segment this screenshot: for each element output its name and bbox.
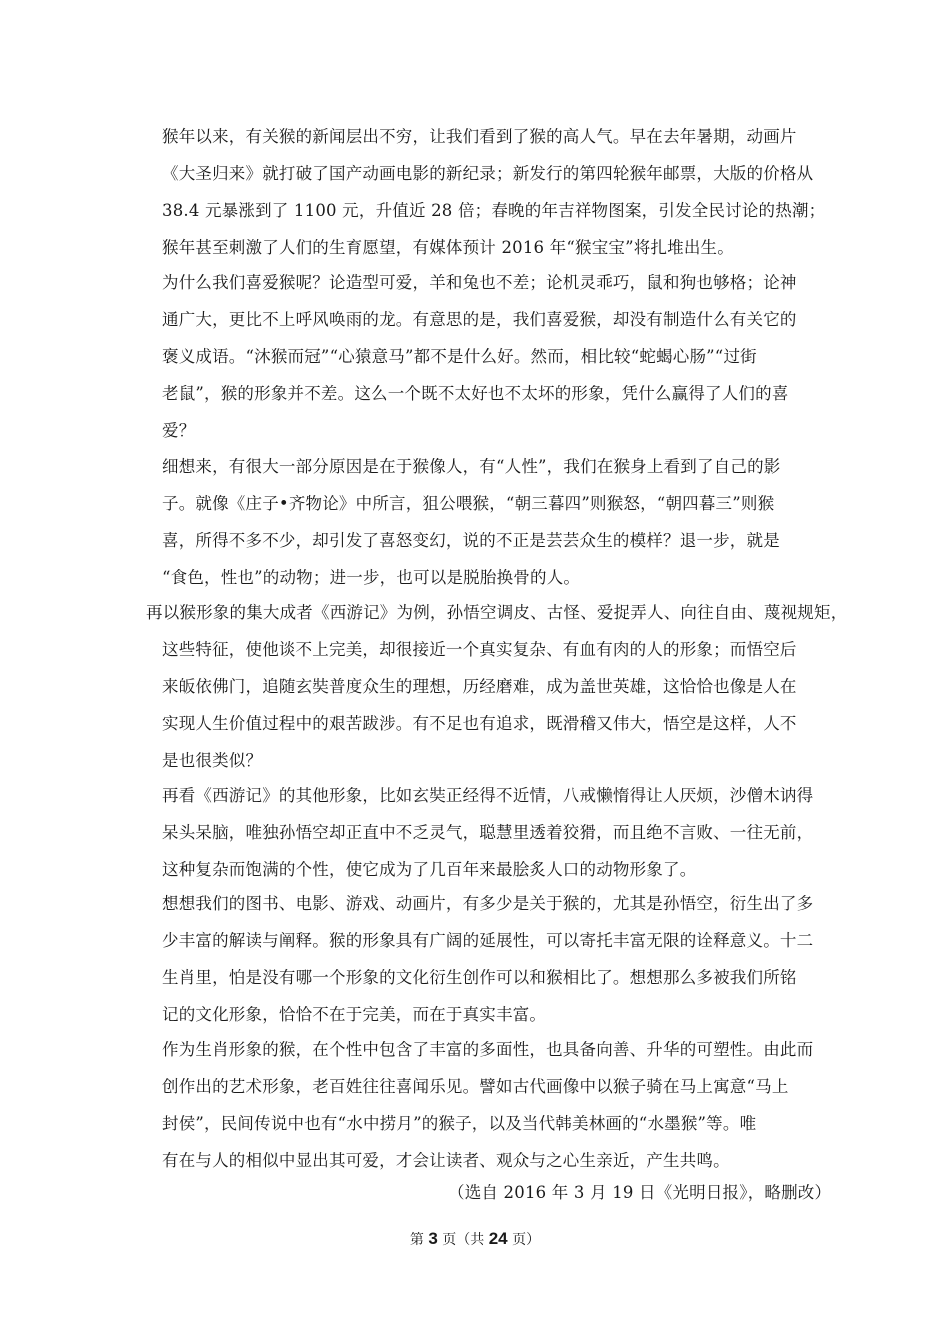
article-line: 褒义成语。“沐猴而冠”“心猿意马”都不是什么好。然而，相比较“蛇蝎心肠”“过街 <box>162 347 757 366</box>
article-line: 作为生肖形象的猴，在个性中包含了丰富的多面性，也具备向善、升华的可塑性。由此而 <box>162 1040 814 1059</box>
article-line: 细想来，有很大一部分原因是在于猴像人，有“人性”，我们在猴身上看到了自己的影 <box>162 457 781 476</box>
article-line: 呆头呆脑，唯独孙悟空却正直中不乏灵气，聪慧里透着狡猾，而且绝不言败、一往无前， <box>162 823 814 842</box>
article-line: 来皈依佛门，追随玄奘普度众生的理想，历经磨难，成为盖世英雄，这恰恰也像是人在 <box>162 677 797 696</box>
article-line: 封侯”，民间传说中也有“水中捞月”的猴子，以及当代韩美林画的“水墨猴”等。唯 <box>162 1114 757 1133</box>
article-line: “食色，性也”的动物；进一步，也可以是脱胎换骨的人。 <box>162 568 581 587</box>
article-line: 这些特征，使他谈不上完美，却很接近一个真实复杂、有血有肉的人的形象；而悟空后 <box>162 640 797 659</box>
article-source: （选自 2016 年 3 月 19 日《光明日报》，略删改） <box>448 1183 832 1202</box>
article-line: 猴年以来，有关猴的新闻层出不穷，让我们看到了猴的高人气。早在去年暑期，动画片 <box>162 127 797 146</box>
article-line: 再看《西游记》的其他形象，比如玄奘正经得不近情，八戒懒惰得让人厌烦，沙僧木讷得 <box>162 786 814 805</box>
page-footer <box>0 1229 950 1250</box>
article-line: 是也很类似？ <box>162 751 263 770</box>
article-line: 生肖里，怕是没有哪一个形象的文化衍生创作可以和猴相比了。想想那么多被我们所铭 <box>162 968 797 987</box>
article-line: 38.4 元暴涨到了 1100 元，升值近 28 倍；春晚的年吉祥物图案，引发全民讨论的热潮； <box>162 201 826 220</box>
article-line: 创作出的艺术形象，老百姓往往喜闻乐见。譬如古代画像中以猴子骑在马上寓意“马上 <box>162 1077 789 1096</box>
footer-page-number: 3 <box>428 1229 438 1248</box>
article-line: 这种复杂而饱满的个性，使它成为了几百年来最脍炙人口的动物形象了。 <box>162 860 697 879</box>
article-line: 记的文化形象，恰恰不在于完美，而在于真实丰富。 <box>162 1005 547 1024</box>
article-line: 为什么我们喜爱猴呢？论造型可爱，羊和兔也不差；论机灵乖巧，鼠和狗也够格；论神 <box>162 273 797 292</box>
article-line: 老鼠”，猴的形象并不差。这么一个既不太好也不太坏的形象，凭什么赢得了人们的喜 <box>162 384 789 403</box>
footer-total-pages: 24 <box>488 1229 508 1248</box>
article-line: 通广大，更比不上呼风唤雨的龙。有意思的是，我们喜爱猴，却没有制造什么有关它的 <box>162 310 797 329</box>
footer-middle: 页（共 <box>442 1232 485 1248</box>
article-line: 想想我们的图书、电影、游戏、动画片，有多少是关于猴的，尤其是孙悟空，衍生出了多 <box>162 894 814 913</box>
article-line: 实现人生价值过程中的艰苦跋涉。有不足也有追求，既滑稽又伟大，悟空是这样，人不 <box>162 714 797 733</box>
article-line: 爱？ <box>162 421 196 440</box>
footer-prefix: 第 <box>409 1232 424 1248</box>
article-line: 再以猴形象的集大成者《西游记》为例，孙悟空调皮、古怪、爱捉弄人、向往自由、蔑视规矩， <box>146 603 848 622</box>
article-line: 少丰富的解读与阐释。猴的形象具有广阔的延展性，可以寄托丰富无限的诠释意义。十二 <box>162 931 814 950</box>
article-line: 《大圣归来》就打破了国产动画电影的新纪录；新发行的第四轮猴年邮票，大版的价格从 <box>162 164 814 183</box>
article-line: 喜，所得不多不少，却引发了喜怒变幻，说的不正是芸芸众生的模样？退一步，就是 <box>162 531 780 550</box>
footer-suffix: 页） <box>512 1232 541 1248</box>
article-line: 子。就像《庄子•齐物论》中所言，狙公喂猴，“朝三暮四”则猴怒，“朝四暮三”则猴 <box>162 494 775 513</box>
article-line: 猴年甚至刺激了人们的生育愿望，有媒体预计 2016 年“猴宝宝”将扎堆出生。 <box>162 238 734 257</box>
article-line: 有在与人的相似中显出其可爱，才会让读者、观众与之心生亲近，产生共鸣。 <box>162 1151 730 1170</box>
